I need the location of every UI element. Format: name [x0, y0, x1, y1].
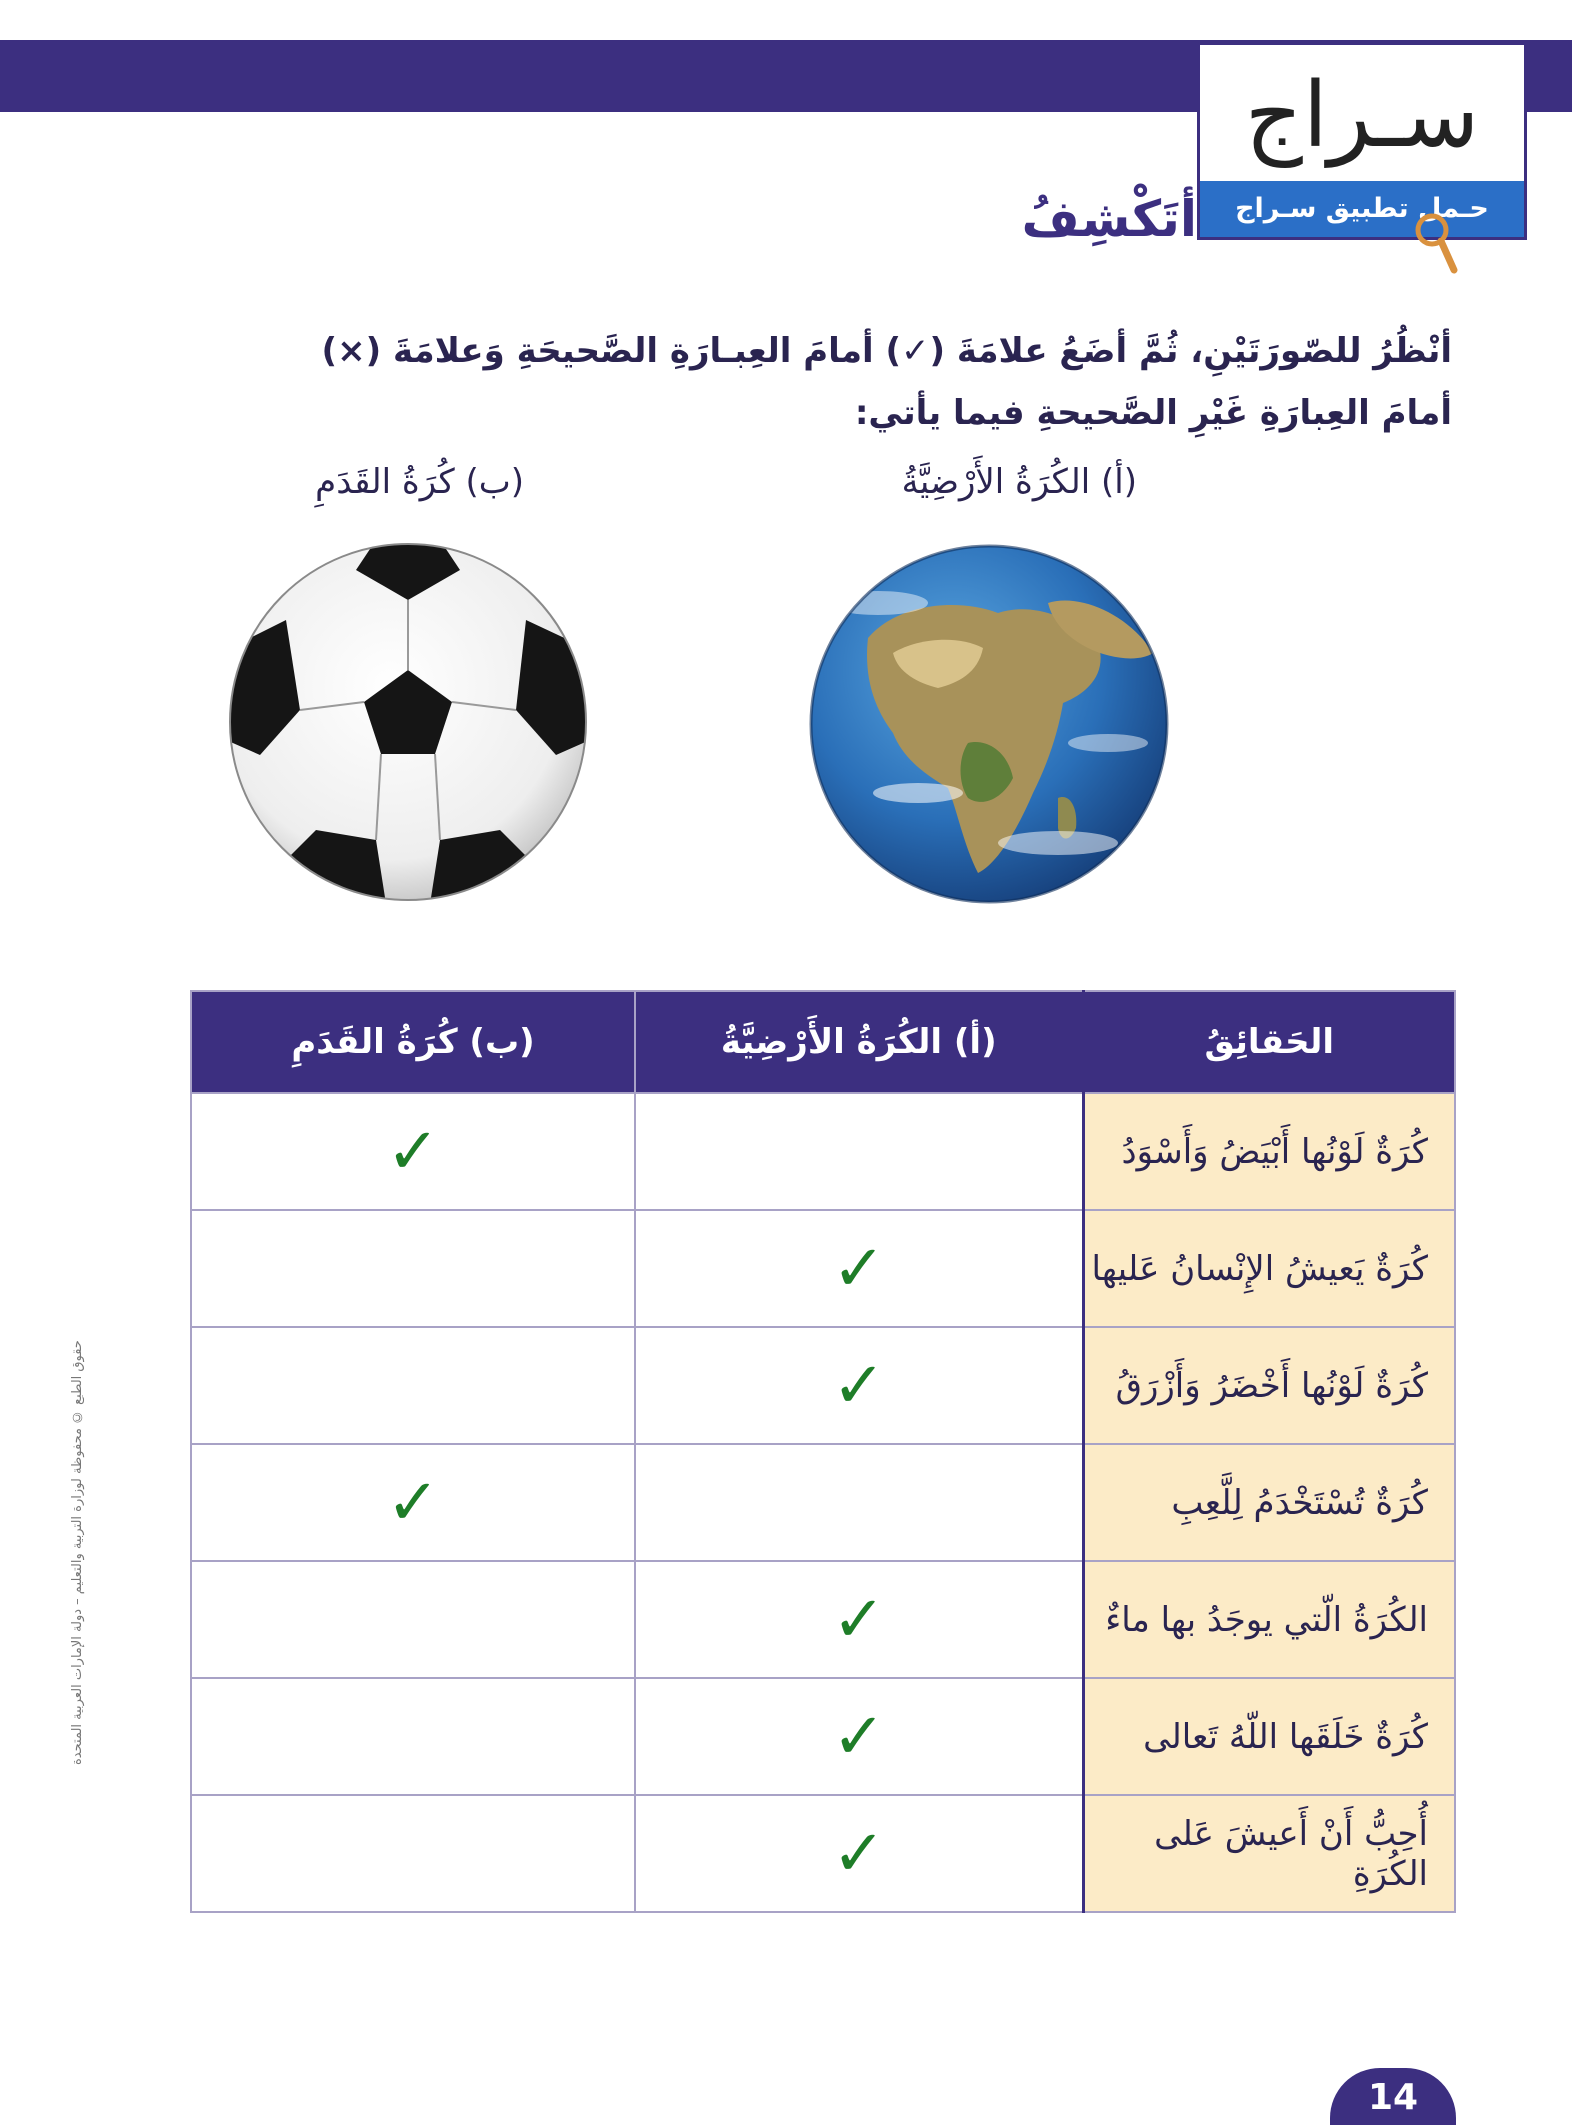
ball-answer-cell[interactable]: [191, 1561, 635, 1678]
fact-cell: كُرَةٌ يَعيشُ الإِنْسانُ عَليها: [1083, 1210, 1455, 1327]
table-header-row: [191, 991, 1455, 1093]
table-row: [191, 1678, 1455, 1795]
ball-answer-cell[interactable]: [191, 1093, 635, 1210]
logo-tagline[interactable]: حـمل تطبيق سـراج: [1200, 181, 1524, 237]
earth-answer-cell[interactable]: [635, 1678, 1083, 1795]
page-number: 14: [1367, 2077, 1419, 2118]
earth-answer-cell[interactable]: [635, 1210, 1083, 1327]
check-mark-icon: ✓: [386, 1114, 440, 1189]
table-row: [191, 1561, 1455, 1678]
fact-cell: أُحِبُّ أَنْ أَعيشَ عَلى الكُرَةِ: [1083, 1795, 1455, 1912]
earth-answer-cell[interactable]: [635, 1561, 1083, 1678]
check-mark-icon: ✓: [386, 1465, 440, 1540]
section-title: أتَكْشِفُ: [1021, 190, 1197, 248]
check-mark-icon: ✓: [831, 1699, 886, 1774]
ball-answer-cell[interactable]: [191, 1210, 635, 1327]
header-facts: الحَقائِقُ: [1083, 991, 1455, 1093]
earth-answer-cell[interactable]: [635, 1093, 1083, 1210]
ball-answer-cell[interactable]: [191, 1327, 635, 1444]
football-caption: (ب) كُرَةُ القَدَمِ: [315, 462, 524, 502]
fact-cell: كُرَةٌ خَلَقَها اللّهُ تَعالى: [1083, 1678, 1455, 1795]
check-mark-icon: ✓: [831, 1816, 886, 1891]
instruction-text: أنْظُرُ للصّورَتَيْنِ، ثُمَّ أضَعُ علامَةَ (✓) أمامَ العِبـارَةِ الصَّحيحَةِ وَعلامَةَ (×) أمامَ العِبارَةِ غَيْرِ الصَّحيحةِ فيما يأتي:: [321, 331, 1452, 433]
earth-answer-cell[interactable]: [635, 1327, 1083, 1444]
table-row: [191, 1093, 1455, 1210]
earth-picture: [808, 543, 1170, 905]
logo-word: سـراج: [1244, 63, 1480, 168]
table-row: [191, 1444, 1455, 1561]
siraj-logo[interactable]: [1197, 42, 1527, 240]
magnifier-icon: [1410, 208, 1460, 278]
football-picture: [226, 540, 590, 904]
ball-answer-cell[interactable]: [191, 1795, 635, 1912]
table-row: [191, 1210, 1455, 1327]
check-mark-icon: ✓: [831, 1348, 886, 1423]
fact-cell: كُرَةٌ تُسْتَخْدَمُ لِلَّعِبِ: [1083, 1444, 1455, 1561]
ball-answer-cell[interactable]: [191, 1444, 635, 1561]
header-ball: (ب) كُرَةُ القَدَمِ: [191, 991, 635, 1093]
copyright-note: حقوق الطبع © محفوظة لوزارة التربية والتعليم – دولة الإمارات العربية المتحدة: [70, 1340, 85, 1765]
fact-cell: كُرَةٌ لَوْنُها أَبْيَضُ وَأَسْوَدُ: [1083, 1093, 1455, 1210]
ball-answer-cell[interactable]: [191, 1678, 635, 1795]
earth-answer-cell[interactable]: [635, 1795, 1083, 1912]
check-mark-icon: ✓: [831, 1582, 886, 1657]
fact-cell: كُرَةٌ لَوْنُها أَخْضَرُ وَأَزْرَقُ: [1083, 1327, 1455, 1444]
earth-caption: (أ) الكُرَةُ الأَرْضِيَّةُ: [901, 462, 1137, 502]
header-earth: (أ) الكُرَةُ الأَرْضِيَّةُ: [635, 991, 1083, 1093]
check-mark-icon: ✓: [831, 1231, 886, 1306]
page-number-tab: [1330, 2068, 1456, 2125]
facts-table: [190, 990, 1456, 1913]
earth-answer-cell[interactable]: [635, 1444, 1083, 1561]
table-row: [191, 1795, 1455, 1912]
fact-cell: الكُرَةُ الّتي يوجَدُ بها ماءٌ: [1083, 1561, 1455, 1678]
table-row: [191, 1327, 1455, 1444]
